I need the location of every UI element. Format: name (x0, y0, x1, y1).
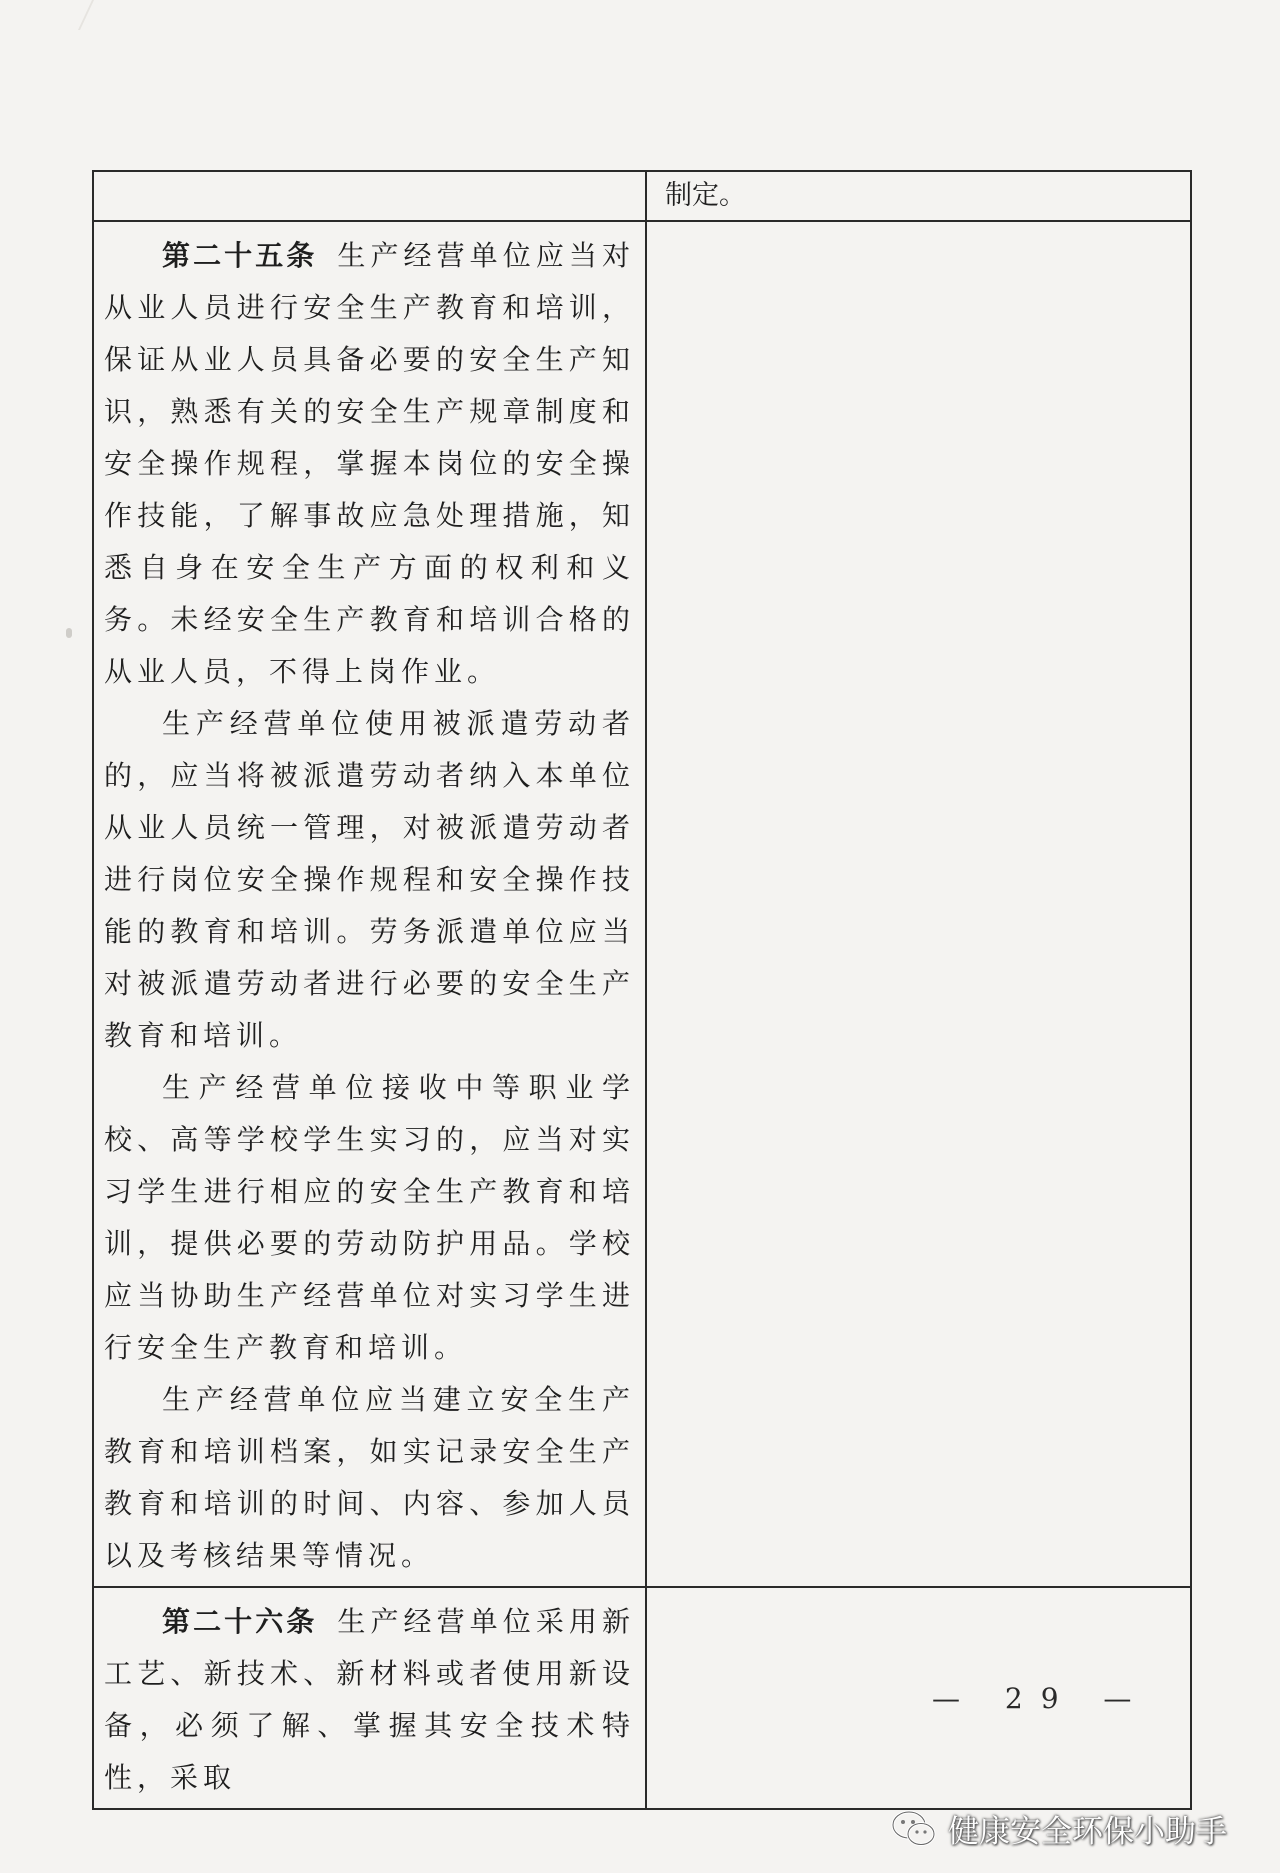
cell-text: 制定。 (665, 180, 746, 211)
scan-mark (78, 0, 122, 30)
article-paragraph: 生产经营单位接收中等职业学校、高等学校学生实习的，应当对实习学生进行相应的安全生产教育和培训，提供必要的劳动防护用品。学校应当协助生产经营单位对实习学生进行安全生产教育和培训。 (104, 1071, 635, 1364)
table-cell-left (93, 171, 646, 221)
table-cell-left (93, 221, 646, 1587)
law-comparison-table (92, 170, 1192, 1810)
article-26-text (94, 1588, 645, 1808)
page-number: — 29 — (932, 1682, 1150, 1715)
article-paragraph: 第二十五条 生产经营单位应当对从业人员进行安全生产教育和培训，保证从业人员具备必要的安全生产知识，熟悉有关的安全生产规章制度和安全操作规程，掌握本岗位的安全操作技能，了解事故应急处理措施，知悉自身在安全生产方面的权利和义务。未经安全生产教育和培训合格的从业人员，不得上岗作业。 (104, 239, 635, 688)
table-cell-right (646, 221, 1191, 1587)
table-row (93, 221, 1191, 1587)
watermark-text: 健康安全环保小助手 (948, 1814, 1227, 1850)
scan-speck (66, 628, 72, 638)
wechat-icon (890, 1809, 938, 1849)
article-paragraph: 生产经营单位使用被派遣劳动者的，应当将被派遣劳动者纳入本单位从业人员统一管理，对被派遣劳动者进行岗位安全操作规程和安全操作技能的教育和培训。劳务派遣单位应当对被派遣劳动者进行必要的安全生产教育和培训。 (104, 707, 635, 1052)
table-cell-right (646, 171, 1191, 221)
article-number: 第二十五条 (162, 239, 318, 272)
watermark (890, 1806, 1227, 1851)
table-cell-left (93, 1587, 646, 1809)
table-row (93, 171, 1191, 221)
article-paragraph: 第二十六条 生产经营单位采用新工艺、新技术、新材料或者使用新设备，必须了解、掌握其安全技术特性，采取 (104, 1605, 635, 1794)
article-number: 第二十六条 (162, 1605, 318, 1638)
article-25-text (94, 222, 645, 1586)
article-paragraph: 生产经营单位应当建立安全生产教育和培训档案，如实记录安全生产教育和培训的时间、内容、参加人员以及考核结果等情况。 (104, 1383, 635, 1572)
